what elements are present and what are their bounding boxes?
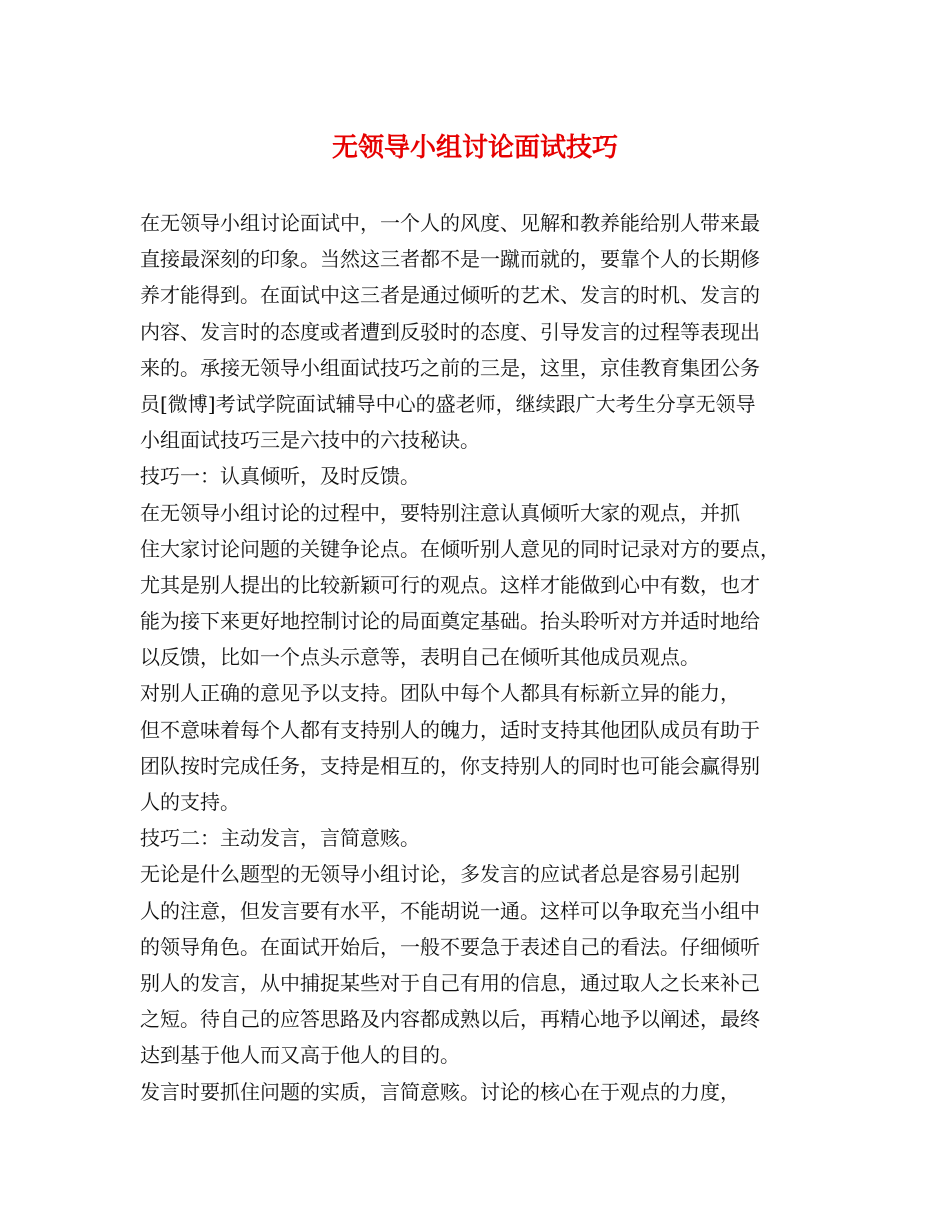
- body-line: 之短。待自己的应答思路及内容都成熟以后，再精心地予以阐述，最终: [140, 1007, 760, 1032]
- body-line: 小组面试技巧三是六技中的六技秘诀。: [140, 428, 480, 453]
- body-line: 员[微博]考试学院面试辅导中心的盛老师，继续跟广大考生分享无领导: [140, 391, 756, 416]
- body-line: 以反馈，比如一个点头示意等，表明自己在倾听其他成员观点。: [140, 645, 700, 670]
- body-line: 直接最深刻的印象。当然这三者都不是一蹴而就的，要靠个人的长期修: [140, 247, 760, 272]
- body-line: 但不意味着每个人都有支持别人的魄力，适时支持其他团队成员有助于: [140, 717, 760, 742]
- document-title: 无领导小组讨论面试技巧: [331, 133, 618, 163]
- document-body: [140, 205, 830, 1110]
- body-line: 住大家讨论问题的关键争论点。在倾听别人意见的同时记录对方的要点，: [140, 536, 780, 561]
- body-line: 团队按时完成任务，支持是相互的，你支持别人的同时也可能会赢得别: [140, 753, 760, 778]
- body-line: 的领导角色。在面试开始后，一般不要急于表述自己的看法。仔细倾听: [140, 934, 760, 959]
- body-line: 来的。承接无领导小组面试技巧之前的三是，这里，京佳教育集团公务: [140, 355, 760, 380]
- body-line: 能为接下来更好地控制讨论的局面奠定基础。抬头聆听对方并适时地给: [140, 609, 760, 634]
- body-line: 技巧二：主动发言，言简意赅。: [140, 826, 420, 851]
- body-line: 尤其是别人提出的比较新颖可行的观点。这样才能做到心中有数，也才: [140, 572, 760, 597]
- body-line: 对别人正确的意见予以支持。团队中每个人都具有标新立异的能力，: [140, 681, 740, 706]
- body-line: 在无领导小组讨论面试中，一个人的风度、见解和教养能给别人带来最: [140, 211, 760, 235]
- body-line: 人的注意，但发言要有水平，不能胡说一通。这样可以争取充当小组中: [140, 898, 760, 923]
- body-line: 技巧一：认真倾听，及时反馈。: [140, 464, 420, 489]
- body-line: 达到基于他人而又高于他人的目的。: [140, 1043, 460, 1068]
- body-line: 人的支持。: [140, 790, 240, 814]
- body-line: 在无领导小组讨论的过程中，要特别注意认真倾听大家的观点，并抓: [140, 500, 740, 525]
- body-line: 发言时要抓住问题的实质，言简意赅。讨论的核心在于观点的力度，: [140, 1079, 740, 1104]
- body-line: 无论是什么题型的无领导小组讨论，多发言的应试者总是容易引起别: [140, 862, 740, 887]
- body-line: 养才能得到。在面试中这三者是通过倾听的艺术、发言的时机、发言的: [140, 283, 760, 308]
- body-line: 内容、发言时的态度或者遭到反驳时的态度、引导发言的过程等表现出: [140, 319, 760, 344]
- body-line: 别人的发言，从中捕捉某些对于自己有用的信息，通过取人之长来补己: [140, 970, 760, 995]
